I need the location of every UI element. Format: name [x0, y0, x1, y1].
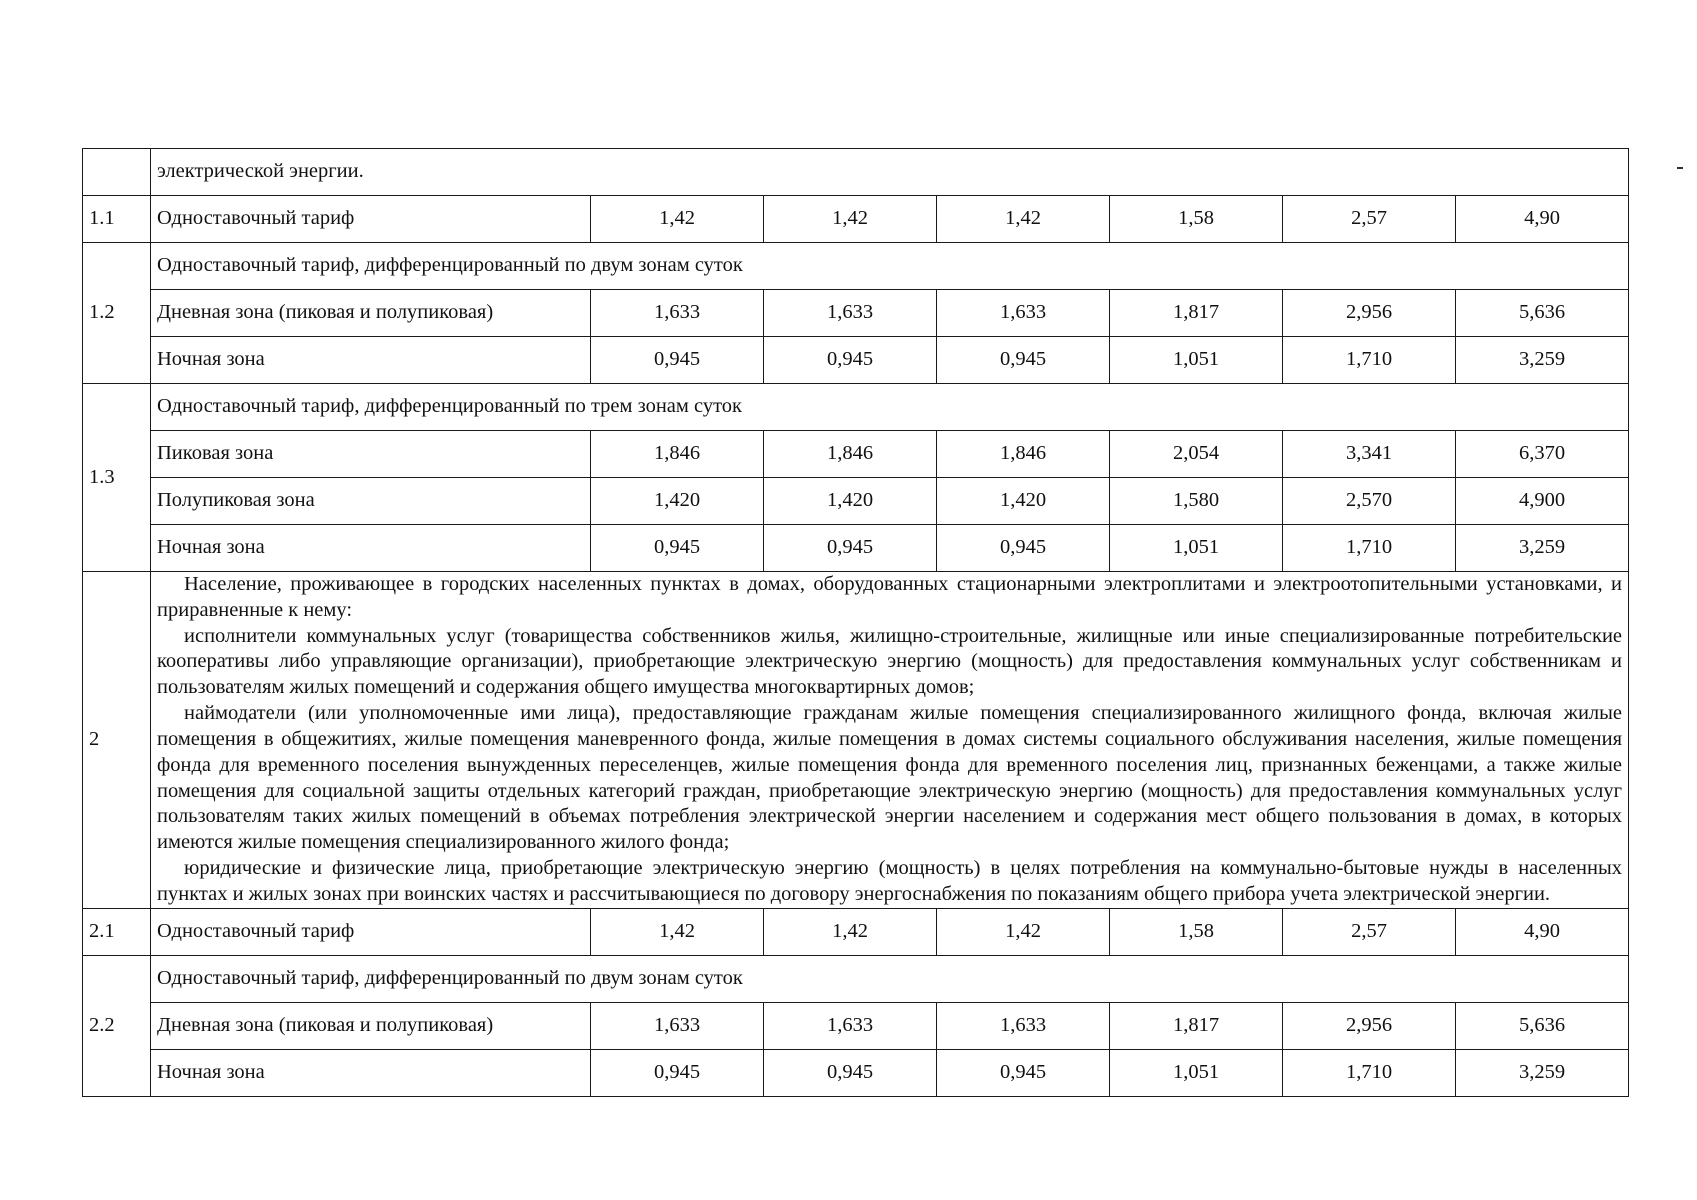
- row-label: Полупиковая зона: [151, 478, 591, 525]
- value-cell: 1,846: [764, 431, 937, 478]
- section-heading: Одноставочный тариф, дифференцированный по двум зонам суток: [151, 955, 1629, 1002]
- table-row: [83, 290, 1629, 337]
- value-cell: 1,58: [1110, 908, 1283, 955]
- value-cell: 0,945: [591, 337, 764, 384]
- value-cell: 1,633: [937, 1002, 1110, 1049]
- row-label: Ночная зона: [151, 525, 591, 572]
- description-paragraph: Население, проживающее в городских населенных пунктах в домах, оборудованных стационарными электроплитами и электроотопительными установками, и приравненные к нему:: [157, 573, 1623, 621]
- row-label: Дневная зона (пиковая и полупиковая): [151, 1002, 591, 1049]
- value-cell: 1,051: [1110, 1049, 1283, 1096]
- consumer-description: [151, 572, 1629, 909]
- value-cell: 1,42: [764, 196, 937, 243]
- value-cell: 1,633: [764, 290, 937, 337]
- row-number-cell: 1.3: [83, 384, 151, 572]
- description-paragraph: исполнители коммунальных услуг (товарищества собственников жилья, жилищно-строительные, жилищные или иные специализированные потребительские кооперативы либо управляющие организации), приобретающие электрическую энергию (мощность) для предоставления коммунальных услуг собственникам и пользователям жилых помещений и содержания общего имущества многоквартирных домов;: [157, 624, 1623, 699]
- value-cell: 1,42: [591, 908, 764, 955]
- value-cell: 1,42: [937, 196, 1110, 243]
- value-cell: 4,900: [1456, 478, 1629, 525]
- table-row: [83, 149, 1629, 196]
- value-cell: 1,633: [764, 1002, 937, 1049]
- section-heading: Одноставочный тариф, дифференцированный по трем зонам суток: [151, 384, 1629, 431]
- value-cell: 1,710: [1283, 337, 1456, 384]
- row-number-cell: 2.2: [83, 955, 151, 1096]
- value-cell: 1,420: [764, 478, 937, 525]
- description-paragraph: наймодатели (или уполномоченные ими лица), предоставляющие гражданам жилые помещения специализированного жилищного фонда, включая жилые помещения в общежитиях, жилые помещения маневренного фонда, жилые помещения в домах системы социального обслуживания населения, жилые помещения фонда для временного поселения вынужденных переселенцев, жилые помещения фонда для временного поселения лиц, признанных беженцами, а также жилые помещения для социальной защиты отдельных категорий граждан, приобретающие электрическую энергию (мощность) для предоставления коммунальных услуг пользователям таких жилых помещений в объемах потребления электрической энергии населением и содержания мест общего пользования в домах, в которых имеются жилые помещения специализированного жилого фонда;: [157, 702, 1623, 854]
- value-cell: 3,341: [1283, 431, 1456, 478]
- row-label: Одноставочный тариф: [151, 196, 591, 243]
- value-cell: 0,945: [764, 525, 937, 572]
- value-cell: 1,817: [1110, 1002, 1283, 1049]
- table-row: [83, 525, 1629, 572]
- table-row: [83, 908, 1629, 955]
- row-label: Одноставочный тариф: [151, 908, 591, 955]
- row-label: Ночная зона: [151, 1049, 591, 1096]
- value-cell: 5,636: [1456, 290, 1629, 337]
- value-cell: 2,956: [1283, 290, 1456, 337]
- value-cell: 2,054: [1110, 431, 1283, 478]
- value-cell: 1,58: [1110, 196, 1283, 243]
- value-cell: 1,633: [937, 290, 1110, 337]
- row-number-cell: [83, 149, 151, 196]
- table-row: [83, 384, 1629, 431]
- value-cell: 2,956: [1283, 1002, 1456, 1049]
- value-cell: 3,259: [1456, 1049, 1629, 1096]
- value-cell: 0,945: [764, 337, 937, 384]
- scan-mark: [1677, 167, 1683, 169]
- value-cell: 6,370: [1456, 431, 1629, 478]
- table-row: [83, 337, 1629, 384]
- value-cell: 1,42: [764, 908, 937, 955]
- value-cell: 1,42: [937, 908, 1110, 955]
- value-cell: 0,945: [591, 525, 764, 572]
- table-row: [83, 1002, 1629, 1049]
- row-label: Пиковая зона: [151, 431, 591, 478]
- value-cell: 4,90: [1456, 908, 1629, 955]
- row-label: Дневная зона (пиковая и полупиковая): [151, 290, 591, 337]
- value-cell: 1,42: [591, 196, 764, 243]
- value-cell: 0,945: [937, 525, 1110, 572]
- value-cell: 1,420: [591, 478, 764, 525]
- table-row: [83, 196, 1629, 243]
- row-number-cell: 1.2: [83, 243, 151, 384]
- value-cell: 1,633: [591, 290, 764, 337]
- value-cell: 1,710: [1283, 1049, 1456, 1096]
- row-number-cell: 2.1: [83, 908, 151, 955]
- description-paragraph: юридические и физические лица, приобретающие электрическую энергию (мощность) в целях потребления на коммунально-бытовые нужды в населенных пунктах и жилых зонах при воинских частях и рассчитывающиеся по договору энергоснабжения по показаниям общего прибора учета электрической энергии.: [157, 857, 1623, 905]
- row-number-cell: 1.1: [83, 196, 151, 243]
- row-label: Ночная зона: [151, 337, 591, 384]
- table-row: [83, 572, 1629, 909]
- value-cell: 1,051: [1110, 525, 1283, 572]
- value-cell: 3,259: [1456, 337, 1629, 384]
- row-number-cell: 2: [83, 572, 151, 909]
- value-cell: 2,570: [1283, 478, 1456, 525]
- value-cell: 1,846: [937, 431, 1110, 478]
- value-cell: 0,945: [764, 1049, 937, 1096]
- table-row: [83, 478, 1629, 525]
- value-cell: 1,420: [937, 478, 1110, 525]
- value-cell: 1,051: [1110, 337, 1283, 384]
- value-cell: 1,580: [1110, 478, 1283, 525]
- tariff-table: [82, 148, 1629, 1097]
- section-heading: Одноставочный тариф, дифференцированный по двум зонам суток: [151, 243, 1629, 290]
- value-cell: 4,90: [1456, 196, 1629, 243]
- continuation-text: электрической энергии.: [151, 149, 1629, 196]
- value-cell: 2,57: [1283, 196, 1456, 243]
- table-row: [83, 955, 1629, 1002]
- value-cell: 0,945: [937, 1049, 1110, 1096]
- table-row: [83, 1049, 1629, 1096]
- value-cell: 2,57: [1283, 908, 1456, 955]
- table-row: [83, 243, 1629, 290]
- value-cell: 5,636: [1456, 1002, 1629, 1049]
- value-cell: 1,846: [591, 431, 764, 478]
- value-cell: 1,633: [591, 1002, 764, 1049]
- value-cell: 3,259: [1456, 525, 1629, 572]
- value-cell: 0,945: [937, 337, 1110, 384]
- value-cell: 0,945: [591, 1049, 764, 1096]
- value-cell: 1,817: [1110, 290, 1283, 337]
- value-cell: 1,710: [1283, 525, 1456, 572]
- table-row: [83, 431, 1629, 478]
